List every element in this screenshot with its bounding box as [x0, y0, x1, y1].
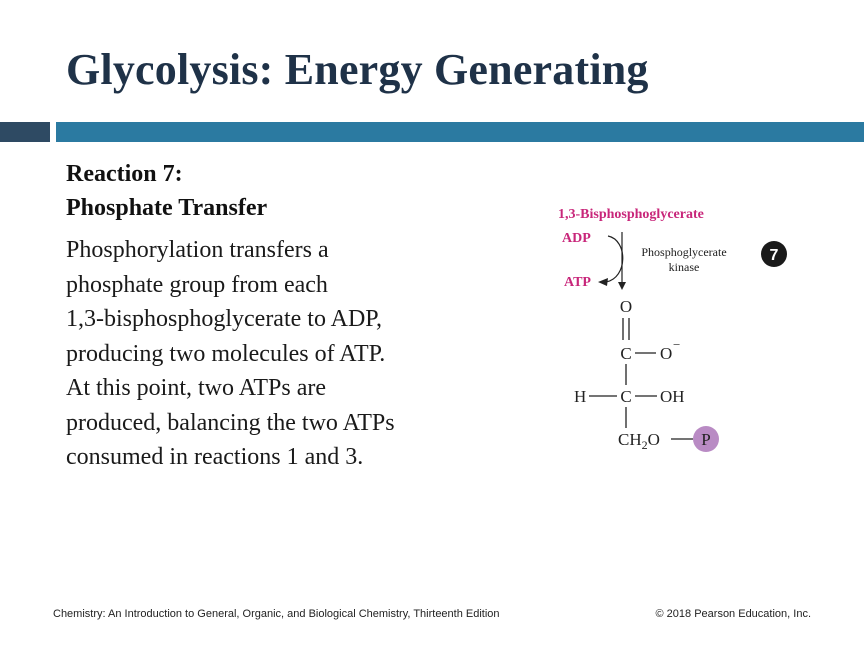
- reaction-heading: [66, 157, 267, 225]
- footer-citation: Chemistry: An Introduction to General, Organic, and Biological Chemistry, Thirteenth Edition: [53, 608, 500, 620]
- substrate-label: 1,3-Bisphosphoglycerate: [558, 207, 704, 222]
- body-line: At this point, two ATPs are: [66, 375, 327, 401]
- slide-title: Glycolysis: Energy Generating: [66, 45, 649, 94]
- ch2o-group: [618, 430, 660, 452]
- curved-arrow-head: [598, 278, 608, 286]
- adp-label: ADP: [562, 231, 591, 246]
- title-divider-right: [56, 122, 864, 142]
- hydrogen-atom: H: [574, 387, 587, 406]
- reaction-diagram: [552, 196, 802, 466]
- reaction-heading-line1: Reaction 7:: [66, 161, 183, 187]
- carboxyl-carbon: C: [620, 344, 632, 363]
- reaction-heading-line2: Phosphate Transfer: [66, 195, 268, 221]
- footer-copyright: © 2018 Pearson Education, Inc.: [655, 608, 811, 620]
- negative-charge: −: [673, 337, 681, 352]
- atp-label: ATP: [564, 275, 591, 290]
- carboxylate-oxygen: O: [660, 344, 673, 363]
- body-paragraph: [66, 233, 486, 475]
- body-line: 1,3-bisphosphoglycerate to ADP,: [66, 306, 382, 332]
- body-line: produced, balancing the two ATPs: [66, 409, 395, 436]
- body-line: phosphate group from each: [66, 271, 328, 298]
- reaction-diagram-svg: [552, 196, 802, 466]
- step-number: 7: [769, 247, 779, 264]
- enzyme-label-line1: Phosphoglycerate: [641, 245, 727, 259]
- hydroxyl-group: OH: [660, 387, 685, 406]
- enzyme-label-line2: kinase: [668, 260, 700, 274]
- body-line: consumed in reactions 1 and 3.: [66, 444, 364, 470]
- body-line: Phosphorylation transfers a: [66, 237, 329, 263]
- ch2o-prefix: CH: [618, 430, 642, 449]
- ch2o-subscript: 2: [641, 438, 648, 452]
- reaction-arrow-head: [618, 282, 626, 290]
- phosphate-label: P: [701, 430, 711, 449]
- ch2o-suffix: O: [647, 430, 660, 449]
- alpha-carbon: C: [620, 387, 632, 406]
- carbonyl-oxygen: O: [619, 297, 633, 316]
- adp-atp-curved-arrow: [606, 236, 623, 282]
- title-divider-left: [0, 122, 50, 142]
- body-line: producing two molecules of ATP.: [66, 340, 386, 367]
